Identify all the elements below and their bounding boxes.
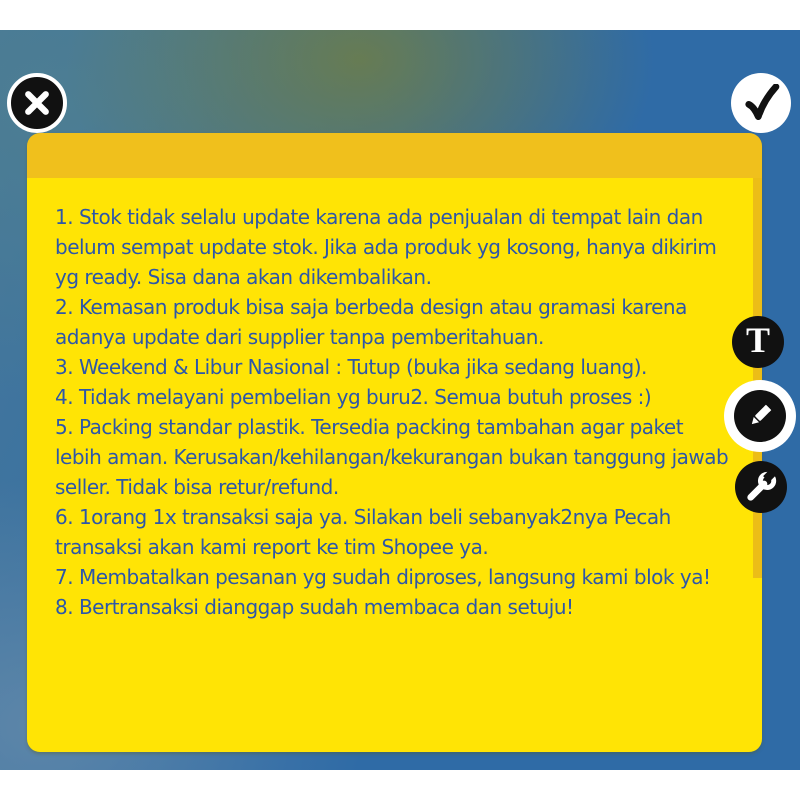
note-line: 2. Kemasan produk bisa saja berbeda design atau gramasi karena — [55, 295, 687, 319]
note-line: adanya update dari supplier tanpa pemberitahuan. — [55, 325, 544, 349]
note-line: transaksi akan kami report ke tim Shopee ya. — [55, 535, 489, 559]
sticky-note-image — [27, 133, 762, 752]
note-line: 6. 1orang 1x transaksi saja ya. Silakan beli sebanyak2nya Pecah — [55, 505, 671, 529]
note-line: lebih aman. Kerusakan/kehilangan/kekurangan bukan tanggung jawab — [55, 445, 729, 469]
photo-canvas — [0, 30, 800, 770]
wrench-icon — [744, 470, 778, 504]
note-line: 5. Packing standar plastik. Tersedia packing tambahan agar paket — [55, 415, 684, 439]
text-tool-button[interactable] — [732, 316, 784, 368]
pencil-icon — [743, 399, 777, 433]
confirm-button[interactable] — [731, 73, 791, 133]
draw-tool-button[interactable] — [724, 380, 796, 452]
note-line: 1. Stok tidak selalu update karena ada penjualan di tempat lain dan — [55, 205, 703, 229]
note-line: seller. Tidak bisa retur/refund. — [55, 475, 339, 499]
close-button[interactable] — [7, 73, 67, 133]
note-line: 7. Membatalkan pesanan yg sudah diproses, langsung kami blok ya! — [55, 565, 711, 589]
note-line: yg ready. Sisa dana akan dikembalikan. — [55, 265, 432, 289]
note-text — [55, 202, 748, 622]
close-x-icon — [22, 88, 52, 118]
note-line: 4. Tidak melayani pembelian yg buru2. Semua butuh proses :) — [55, 385, 652, 409]
checkmark-icon — [742, 84, 780, 122]
note-line: 8. Bertransaksi dianggap sudah membaca dan setuju! — [55, 595, 574, 619]
bottom-letterbox — [0, 770, 800, 800]
draw-tool-inner — [734, 390, 786, 442]
note-line: 3. Weekend & Libur Nasional : Tutup (buka jika sedang luang). — [55, 355, 647, 379]
note-line: belum sempat update stok. Jika ada produk yg kosong, hanya dikirim — [55, 235, 717, 259]
tools-button[interactable] — [735, 461, 787, 513]
top-letterbox — [0, 0, 800, 30]
letter-t-icon: T — [745, 320, 770, 360]
